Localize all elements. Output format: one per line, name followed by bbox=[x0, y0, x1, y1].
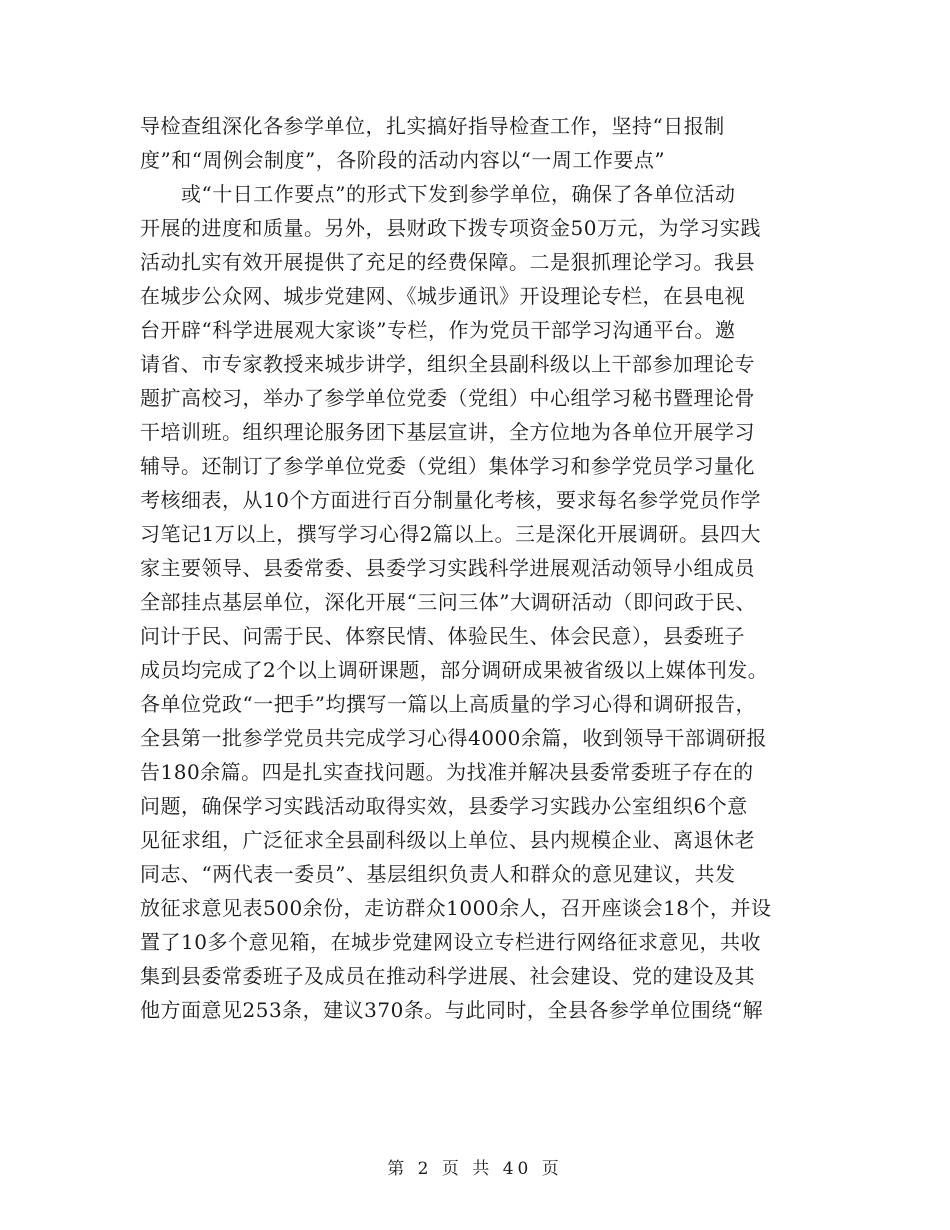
text-line: 见征求组，广泛征求全县副科级以上单位、县内规模企业、离退休老 bbox=[140, 828, 755, 852]
text-line: 问题，确保学习实践活动取得实效，县委学习实践办公室组织6个意 bbox=[140, 794, 748, 818]
text-line: 各单位党政“一把手”均撰写一篇以上高质量的学习心得和调研报告， bbox=[140, 692, 756, 716]
text-line: 请省、市专家教授来城步讲学，组织全县副科级以上干部参加理论专 bbox=[140, 352, 755, 376]
text-line: 集到县委常委班子及成员在推动科学进展、社会建设、党的建设及其 bbox=[140, 964, 755, 988]
text-line: 干培训班。组织理论服务团下基层宣讲，全方位地为各单位开展学习 bbox=[140, 420, 755, 444]
text-line: 同志、“两代表一委员”、基层组织负责人和群众的意见建议，共发 bbox=[140, 862, 736, 886]
text-line: 全部挂点基层单位，深化开展“三问三体”大调研活动（即问政于民、 bbox=[140, 590, 756, 614]
text-line: 活动扎实有效开展提供了充足的经费保障。二是狠抓理论学习。我县 bbox=[140, 250, 755, 274]
text-line: 导检查组深化各参学单位，扎实搞好指导检查工作，坚持“日报制 bbox=[140, 114, 725, 138]
text-line: 放征求意见表500余份，走访群众1000余人，召开座谈会18个，并设 bbox=[140, 896, 772, 920]
text-line: 在城步公众网、城步党建网、《城步通讯》开设理论专栏，在县电视 bbox=[140, 284, 745, 308]
text-line: 考核细表，从10个方面进行百分制量化考核，要求每名参学党员作学 bbox=[140, 488, 761, 512]
text-line: 全县第一批参学党员共完成学习心得4000余篇，收到领导干部调研报 bbox=[140, 726, 767, 750]
text-line: 他方面意见253条，建议370条。与此同时，全县各参学单位围绕“解 bbox=[140, 998, 764, 1022]
text-line: 成员均完成了2个以上调研课题，部分调研成果被省级以上媒体刊发。 bbox=[140, 658, 769, 682]
text-line: 习笔记1万以上，撰写学习心得2篇以上。三是深化开展调研。县四大 bbox=[140, 522, 761, 546]
text-line: 度”和“周例会制度”，各阶段的活动内容以“一周工作要点” bbox=[140, 148, 666, 172]
text-line: 辅导。还制订了参学单位党委（党组）集体学习和参学党员学习量化 bbox=[140, 454, 755, 478]
text-line: 或“十日工作要点”的形式下发到参学单位，确保了各单位活动 bbox=[181, 182, 736, 206]
text-line: 置了10多个意见箱，在城步党建网设立专栏进行网络征求意见，共收 bbox=[140, 930, 761, 954]
page-footer: 第 2 页 共 40 页 bbox=[387, 1159, 563, 1179]
text-line: 台开辟“科学进展观大家谈”专栏，作为党员干部学习沟通平台。邀 bbox=[140, 318, 736, 342]
text-line: 告180余篇。四是扎实查找问题。为找准并解决县委常委班子存在的 bbox=[140, 760, 754, 784]
text-line: 家主要领导、县委常委、县委学习实践科学进展观活动领导小组成员 bbox=[140, 556, 755, 580]
text-line: 题扩高校习，举办了参学单位党委（党组）中心组学习秘书暨理论骨 bbox=[140, 386, 755, 410]
text-line: 开展的进度和质量。另外，县财政下拨专项资金50万元，为学习实践 bbox=[140, 216, 761, 240]
text-line: 问计于民、问需于民、体察民情、体验民生、体会民意），县委班子 bbox=[140, 624, 745, 648]
body-text bbox=[140, 109, 820, 1027]
